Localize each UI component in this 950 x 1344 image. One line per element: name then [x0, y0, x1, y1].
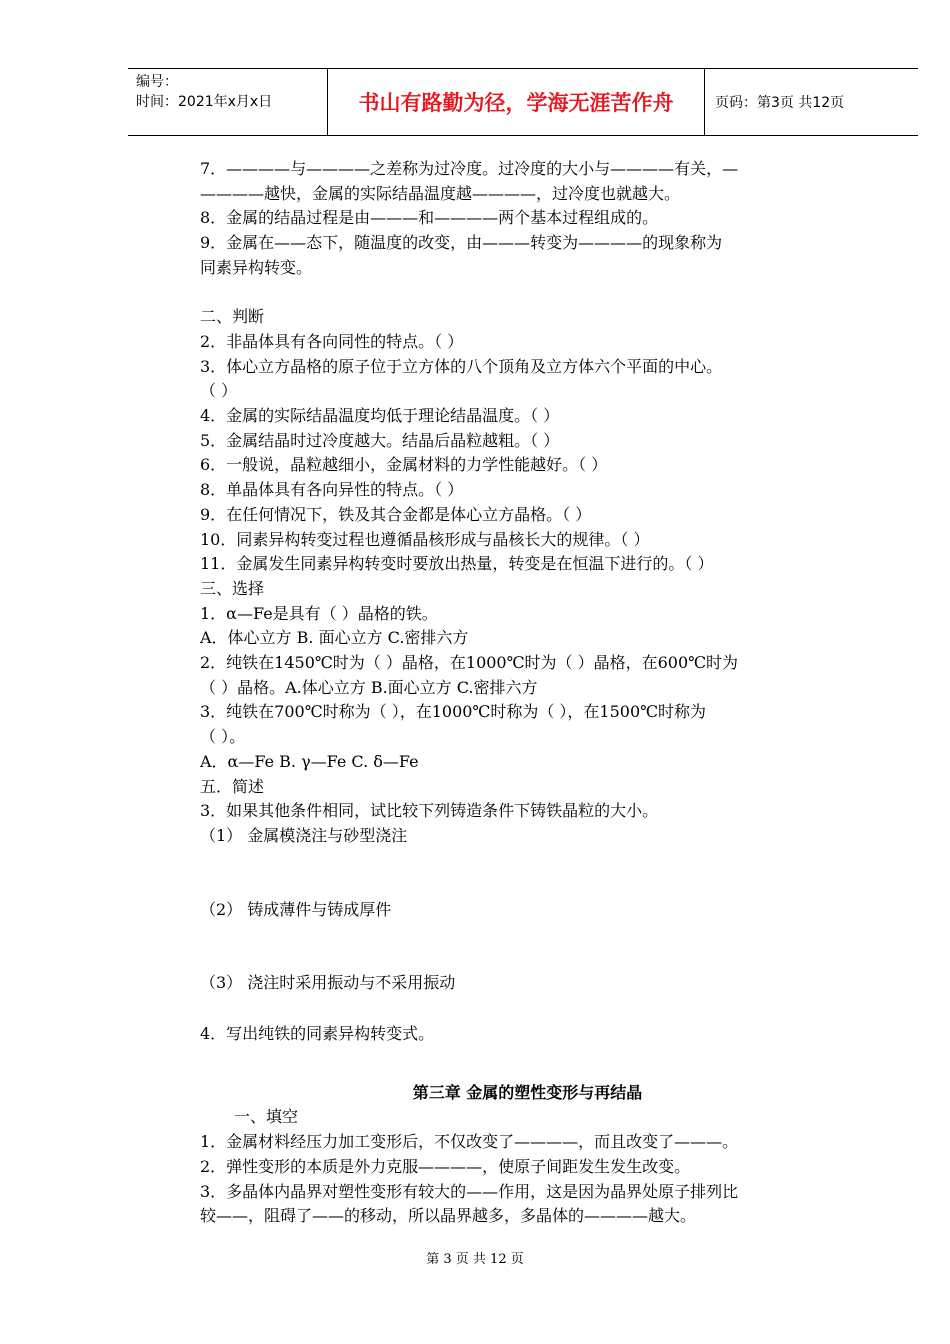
- brief-item-3: （3） 浇注时采用振动与不采用振动: [200, 973, 456, 993]
- code-label: 编号：: [136, 74, 178, 90]
- text-line: 5．金属结晶时过冷度越大。结晶后晶粒越粗。（ ）: [200, 430, 560, 450]
- text-line: （ ）。: [200, 727, 246, 747]
- page-header: [128, 68, 918, 136]
- question-4: 4．写出纯铁的同素异构转变式。: [200, 1024, 435, 1044]
- text-line: 9．金属在——态下，随温度的改变，由———转变为————的现象称为: [200, 233, 723, 253]
- text-line: 11．金属发生同素异构转变时要放出热量，转变是在恒温下进行的。（ ）: [200, 554, 714, 574]
- text-line: 二、判断: [200, 307, 265, 327]
- text-line: ————越快，金属的实际结晶温度越————，过冷度也就越大。: [200, 183, 681, 203]
- text-line: 8．单晶体具有各向异性的特点。（ ）: [200, 480, 464, 500]
- document-body: [200, 157, 855, 1229]
- text-line: （1） 金属模浇注与砂型浇注: [200, 825, 408, 845]
- text-line: 4．金属的实际结晶温度均低于理论结晶温度。（ ）: [200, 406, 560, 426]
- text-line: 8．金属的结晶过程是由———和————两个基本过程组成的。: [200, 208, 659, 228]
- text-line: （ ）: [200, 381, 238, 401]
- exercise-lines: [200, 157, 855, 849]
- text-line: 1．α—Fe是具有（ ）晶格的铁。: [200, 603, 438, 623]
- fill-2: 2．弹性变形的本质是外力克服————，使原子间距发生发生改变。: [200, 1156, 691, 1176]
- text-line: 2．纯铁在1450℃时为（ ）晶格，在1000℃时为（ ）晶格，在600℃时为: [200, 653, 739, 673]
- text-line: 6．一般说，晶粒越细小，金属材料的力学性能越好。（ ）: [200, 455, 608, 475]
- text-line: 3．纯铁在700℃时称为（ ），在1000℃时称为（ ），在1500℃时称为: [200, 702, 707, 722]
- header-meta: [128, 69, 328, 135]
- text-line: 7．————与————之差称为过冷度。过冷度的大小与————有关，—: [200, 159, 739, 178]
- text-line: A．α—Fe B. γ—Fe C. δ—Fe: [200, 751, 419, 771]
- text-line: 三、选择: [200, 578, 265, 598]
- fill-3a: 3．多晶体内晶界对塑性变形有较大的——作用，这是因为晶界处原子排列比: [200, 1181, 739, 1201]
- brief-item-2: （2） 铸成薄件与铸成厚件: [200, 899, 392, 919]
- header-page-info: 页码：第3页 共12页: [715, 95, 845, 111]
- fill-3b: 较——，阻碍了——的移动，所以晶界越多，多晶体的————越大。: [200, 1206, 697, 1226]
- text-line: A．体心立方 B. 面心立方 C.密排六方: [200, 628, 469, 648]
- section-heading: 一、填空: [234, 1107, 299, 1127]
- fill-1: 1．金属材料经压力加工变形后，不仅改变了————，而且改变了———。: [200, 1132, 739, 1152]
- header-motto: 书山有路勤为径，学海无涯苦作舟: [328, 69, 705, 135]
- text-line: 2．非晶体具有各向同性的特点。（ ）: [200, 331, 464, 351]
- text-line: 10．同素异构转变过程也遵循晶核形成与晶核长大的规律。（ ）: [200, 529, 650, 549]
- date-label: 时间：2021年x月x日: [136, 94, 273, 110]
- text-line: 3．如果其他条件相同，试比较下列铸造条件下铸铁晶粒的大小。: [200, 801, 659, 821]
- text-line: 3．体心立方晶格的原子位于立方体的八个顶角及立方体六个平面的中心。: [200, 356, 723, 376]
- text-line: 同素异构转变。: [200, 257, 313, 277]
- text-line: （ ）晶格。A.体心立方 B.面心立方 C.密排六方: [200, 677, 538, 697]
- text-line: 五．简述: [200, 776, 265, 796]
- text-line: [200, 281, 855, 306]
- text-line: 9．在任何情况下，铁及其合金都是体心立方晶格。（ ）: [200, 504, 592, 524]
- chapter-title: 第三章 金属的塑性变形与再结晶: [412, 1082, 643, 1102]
- page-footer: 第 3 页 共 12 页: [426, 1252, 524, 1267]
